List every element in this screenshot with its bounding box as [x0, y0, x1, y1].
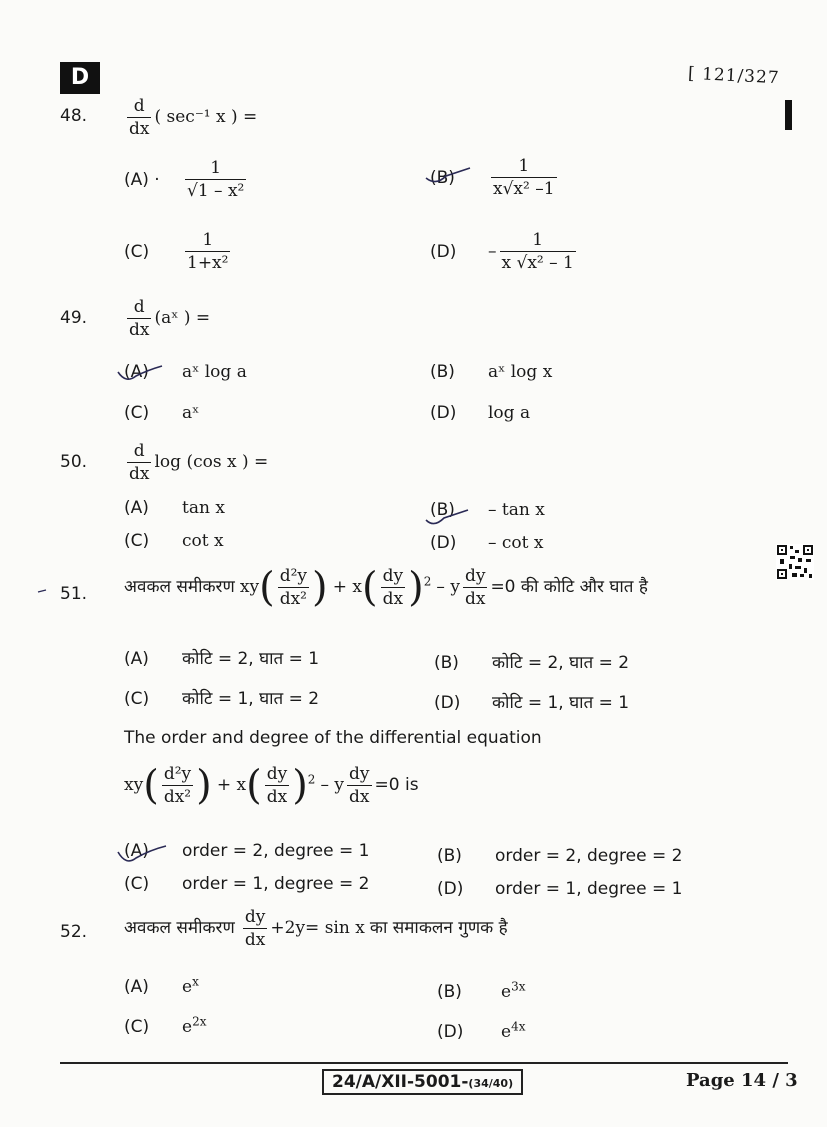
option-b: (B) – tan x [430, 500, 545, 520]
question-stem-hindi: अवकल समीकरण $\frac{dy}{dx}$ +2y= sin x का समाकलन गुणक है [124, 907, 508, 950]
option-b: (B) aˣ log x [430, 362, 553, 382]
question-stem: $\frac{d}{dx}$ ( sec⁻¹ x ) = [129, 96, 258, 139]
option-c: (C) $e^{2x}$ [124, 1014, 207, 1037]
question-stem-english: The order and degree of the differential equation [124, 728, 542, 748]
question-number: 48. [60, 106, 88, 126]
option-c-hindi: (C) कोटि = 1, घात = 2 [124, 689, 320, 709]
option-d: (D) $e^{4x}$ [437, 1019, 526, 1042]
option-a-hindi: (A) कोटि = 2, घात = 1 [124, 649, 320, 669]
option-c: (C) cot x [124, 531, 224, 551]
question-number: 50. [60, 452, 88, 472]
page-number: Page 14 / 3 [686, 1070, 798, 1091]
option-a-english: (A) order = 2, degree = 1 [124, 841, 370, 861]
option-b-hindi: (B) कोटि = 2, घात = 2 [434, 653, 630, 673]
question-number: 51. [60, 584, 88, 604]
option-d-english: (D) order = 1, degree = 1 [437, 879, 683, 899]
question-stem-hindi: अवकल समीकरण xy( $\frac{\text{d²y}}{\text{dx²}}$ ) + x( $\frac{dy}{dx}$ )$^2$ – y $\frac{dy}{dx}$ =0 की कोटि और घात है [124, 564, 648, 611]
option-d-hindi: (D) कोटि = 1, घात = 1 [434, 693, 630, 713]
margin-mark [785, 100, 792, 130]
footer-rule [60, 1062, 788, 1064]
question-number: 52. [60, 922, 88, 942]
option-a: (A) · $\frac{1}{\text{√1 – x²}}$ [124, 158, 245, 201]
stray-mark [38, 590, 46, 592]
option-b-english: (B) order = 2, degree = 2 [437, 846, 683, 866]
question-stem: $\frac{d}{dx}$ log (cos x ) = [129, 441, 269, 484]
question-stem: $\frac{d}{dx}$ (aˣ ) = [129, 297, 211, 340]
option-b: (B) $e^{3x}$ [437, 979, 526, 1002]
option-a: (A) tan x [124, 498, 225, 518]
option-d: (D) – cot x [430, 533, 544, 553]
option-a: (A) aˣ log a [124, 362, 247, 382]
question-equation-english: xy( $\frac{\text{d²y}}{\text{dx²}}$ ) + x( $\frac{dy}{dx}$ )$^2$ – y $\frac{dy}{dx}$ =0 is [124, 762, 419, 809]
set-badge: D [60, 62, 100, 94]
question-number: 49. [60, 308, 88, 328]
option-c-english: (C) order = 1, degree = 2 [124, 874, 370, 894]
option-d: (D) – $\frac{1}{\text{x √x² – 1}}$ [430, 230, 574, 273]
option-c: (C) $\frac{1}{\text{1+x²}}$ [124, 230, 229, 273]
qr-code [776, 544, 814, 580]
option-b: (B) $\frac{1}{\text{x√x² –1}}$ [430, 156, 555, 199]
paper-code: 24/A/XII-5001-(34/40) [322, 1069, 523, 1095]
option-d: (D) log a [430, 403, 531, 423]
page-code: [ 121/327 [687, 63, 781, 89]
option-c: (C) aˣ [124, 403, 200, 423]
option-a: (A) $e^x$ [124, 974, 199, 997]
